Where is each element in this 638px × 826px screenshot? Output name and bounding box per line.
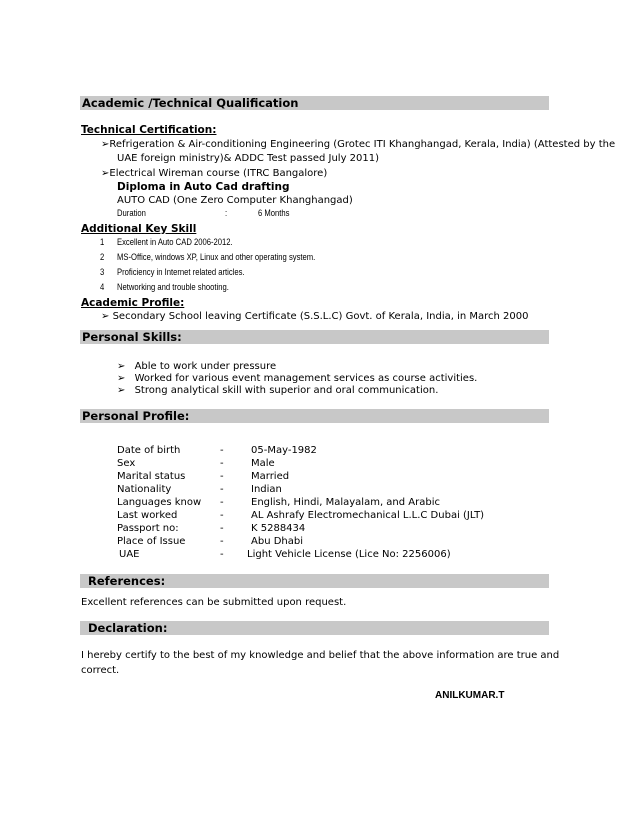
duration-separator: : (225, 208, 228, 218)
bullet-arrow-icon: ➢ (101, 168, 110, 179)
cert-item-1 (101, 139, 615, 150)
personal-profile-heading: Personal Profile: (82, 409, 190, 423)
profile-label: Sex (117, 458, 136, 469)
profile-separator: - (220, 471, 224, 482)
profile-separator: - (220, 523, 224, 534)
skill-number: 4 (100, 282, 105, 292)
profile-separator: - (220, 497, 224, 508)
profile-value: K 5288434 (251, 523, 306, 534)
diploma-title: Diploma in Auto Cad drafting (117, 181, 290, 193)
references-heading: References: (88, 574, 166, 588)
profile-value: Abu Dhabi (251, 536, 303, 547)
profile-row-last-worked (117, 510, 537, 523)
academic-heading: Academic /Technical Qualification (82, 96, 299, 110)
profile-row-sex (117, 458, 537, 471)
autocad-course: AUTO CAD (One Zero Computer Khanghangad) (117, 195, 353, 206)
cert-item-2 (101, 168, 327, 179)
profile-row-place-of-issue (117, 536, 537, 549)
profile-label: UAE (119, 549, 140, 560)
cert-item-2-text: Electrical Wireman course (ITRC Bangalore) (109, 168, 328, 179)
duration-value: 6 Months (258, 208, 290, 218)
profile-value: Male (251, 458, 275, 469)
skill-item: MS-Office, windows XP, Linux and other operating system. (117, 252, 316, 262)
personal-skill-item (117, 361, 276, 372)
signature-name: ANILKUMAR.T (435, 690, 505, 701)
bullet-arrow-icon: ➢ (101, 311, 110, 322)
profile-separator: - (220, 445, 224, 456)
profile-value: AL Ashrafy Electromechanical L.L.C Dubai (JLT) (251, 510, 485, 521)
profile-separator: - (220, 484, 224, 495)
profile-value: Light Vehicle License (Lice No: 2256006) (247, 549, 451, 560)
profile-label: Date of birth (117, 445, 181, 456)
academic-profile-item (101, 311, 529, 322)
profile-separator: - (220, 458, 224, 469)
profile-label: Marital status (117, 471, 186, 482)
bullet-arrow-icon: ➢ (117, 361, 126, 372)
personal-skill-text: Worked for various event management services as course activities. (134, 373, 478, 384)
profile-separator: - (220, 536, 224, 547)
profile-label: Passport no: (117, 523, 179, 534)
declaration-text-line-1: I hereby certify to the best of my knowledge and belief that the above information are true and (81, 650, 560, 661)
profile-label: Place of Issue (117, 536, 186, 547)
profile-separator: - (220, 510, 224, 521)
personal-skills-heading: Personal Skills: (82, 330, 182, 344)
profile-label: Languages know (117, 497, 202, 508)
profile-row-marital-status (117, 471, 537, 484)
academic-profile-text: Secondary School leaving Certificate (S.S.L.C) Govt. of Kerala, India, in March 2000 (112, 311, 529, 322)
bullet-arrow-icon: ➢ (117, 373, 126, 384)
skill-number: 2 (100, 252, 105, 262)
duration-label: Duration (117, 208, 146, 218)
declaration-heading: Declaration: (88, 621, 168, 635)
additional-key-skill-heading: Additional Key Skill (81, 223, 197, 235)
references-text: Excellent references can be submitted upon request. (81, 597, 347, 608)
profile-label: Last worked (117, 510, 178, 521)
cert-item-1-text: Refrigeration & Air-conditioning Engineering (Grotec ITI Khanghangad, Kerala, India) (Attested by the (109, 139, 616, 150)
profile-row-dob (117, 445, 537, 458)
profile-value: Indian (251, 484, 282, 495)
personal-skill-item (117, 385, 438, 396)
profile-row-uae (117, 549, 537, 562)
profile-separator: - (220, 549, 224, 560)
profile-label: Nationality (117, 484, 172, 495)
personal-skill-text: Able to work under pressure (134, 361, 277, 372)
skill-item: Networking and trouble shooting. (117, 282, 229, 292)
profile-value: 05-May-1982 (251, 445, 317, 456)
bullet-arrow-icon: ➢ (117, 385, 126, 396)
personal-skill-text: Strong analytical skill with superior and oral communication. (134, 385, 439, 396)
skill-number: 3 (100, 267, 105, 277)
profile-value: Married (251, 471, 290, 482)
skill-item: Proficiency in Internet related articles. (117, 267, 245, 277)
profile-row-passport (117, 523, 537, 536)
cert-item-1-continued: UAE foreign ministry)& ADDC Test passed July 2011) (117, 153, 380, 164)
academic-profile-heading: Academic Profile: (81, 297, 185, 309)
technical-certification-heading: Technical Certification: (81, 124, 217, 136)
profile-row-languages (117, 497, 537, 510)
personal-skill-item (117, 373, 477, 384)
bullet-arrow-icon: ➢ (101, 139, 110, 150)
profile-row-nationality (117, 484, 537, 497)
skill-item: Excellent in Auto CAD 2006-2012. (117, 237, 233, 247)
skill-number: 1 (100, 237, 105, 247)
declaration-text-line-2: correct. (81, 665, 120, 676)
profile-value: English, Hindi, Malayalam, and Arabic (251, 497, 440, 508)
